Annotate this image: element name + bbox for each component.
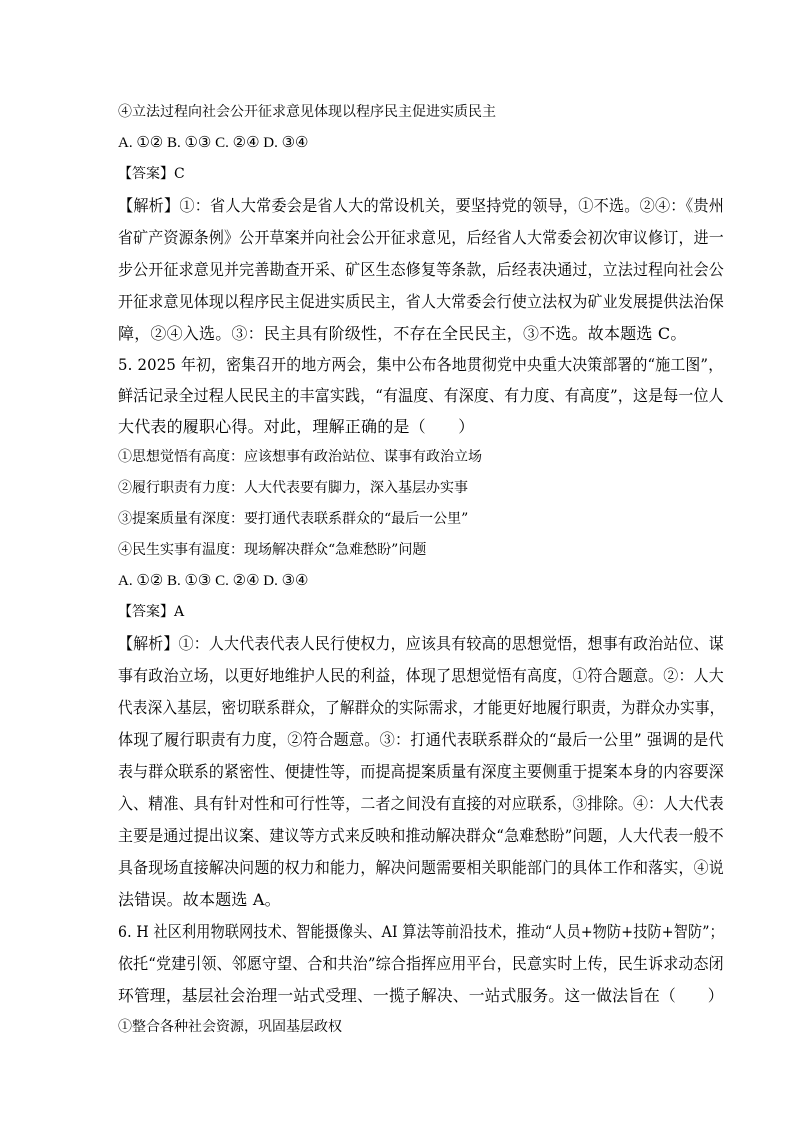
analysis-line: 体现了履行职责有力度，②符合题意。③：打通代表联系群众的“最后一公里” 强调的是代 bbox=[118, 730, 724, 749]
analysis-line: 主要是通过提出议案、建议等方式来反映和推动解决群众“急难愁盼”问题，人大代表一般不 bbox=[118, 826, 724, 845]
option-line: ④民生实事有温度：现场解决群众“急难愁盼”问题 bbox=[118, 542, 427, 558]
analysis-line: 【解析】①：人大代表代表人民行使权力，应该具有较高的思想觉悟，想事有政治站位、谋 bbox=[118, 634, 724, 653]
question-5-stem: 5. 2025 年初，密集召开的地方两会，集中公布各地贯彻党中央重大决策部署的“施工图”， bbox=[118, 355, 724, 374]
question-5-stem: 鲜活记录全过程人民民主的丰富实践，“有温度、有深度、有力度、有高度”，这是每一位人 bbox=[118, 386, 724, 405]
answer-label: 【答案】C bbox=[118, 166, 185, 182]
option-line: ①整合各种社会资源，巩固基层政权 bbox=[118, 1019, 342, 1035]
question-6-stem: 依托“党建引领、邻愿守望、合和共治”综合指挥应用平台，民意实时上传，民生诉求动态闭 bbox=[118, 954, 724, 973]
question-6-stem: 环管理，基层社会治理一站式受理、一揽子解决、一站式服务。这一做法旨在（ ） bbox=[118, 986, 724, 1005]
analysis-line: 事有政治立场，以更好地维护人民的利益，体现了思想觉悟有高度，①符合题意。②：人大 bbox=[118, 666, 724, 685]
analysis-line: 表与群众联系的紧密性、便捷性等，而提高提案质量有深度主要侧重于提案本身的内容要深 bbox=[118, 762, 724, 781]
analysis-line: 【解析】①：省人大常委会是省人大的常设机关，要坚持党的领导，①不选。②④：《贵州 bbox=[118, 196, 725, 215]
analysis-line: 代表深入基层，密切联系群众，了解群众的实际需求，才能更好地履行职责，为群众办实事， bbox=[118, 698, 725, 717]
question-5-stem: 大代表的履职心得。对此，理解正确的是（ ） bbox=[118, 417, 475, 436]
analysis-line: 法错误。故本题选 A。 bbox=[118, 890, 281, 909]
answer-choices: A. ①② B. ①③ C. ②④ D. ③④ bbox=[118, 573, 309, 589]
analysis-line: 步公开征求意见并完善勘查开采、矿区生态修复等条款，后经表决通过，立法过程向社会公 bbox=[118, 260, 724, 279]
analysis-line: 开征求意见体现以程序民主促进实质民主，省人大常委会行使立法权为矿业发展提供法治保 bbox=[118, 292, 724, 311]
analysis-line: 入、精准、具有针对性和可行性等，二者之间没有直接的对应联系，③排除。④：人大代表 bbox=[118, 794, 724, 813]
answer-choices: A. ①② B. ①③ C. ②④ D. ③④ bbox=[118, 135, 309, 151]
option-line: ②履行职责有力度：人大代表要有脚力，深入基层办实事 bbox=[118, 480, 468, 496]
analysis-line: 具备现场直接解决问题的权力和能力，解决问题需要相关职能部门的具体工作和落实，④说 bbox=[118, 858, 724, 877]
option-4-line: ④立法过程向社会公开征求意见体现以程序民主促进实质民主 bbox=[118, 104, 496, 120]
answer-label: 【答案】A bbox=[118, 604, 185, 620]
analysis-line: 障，②④入选。③：民主具有阶级性，不存在全民民主，③不选。故本题选 C。 bbox=[118, 324, 687, 343]
question-6-stem: 6. H 社区利用物联网技术、智能摄像头、AI 算法等前沿技术，推动“人员+物防+技防+智防”； bbox=[118, 922, 724, 941]
option-line: ③提案质量有深度：要打通代表联系群众的“最后一公里” bbox=[118, 511, 469, 527]
analysis-line: 省矿产资源条例》公开草案并向社会公开征求意见，后经省人大常委会初次审议修订，进一 bbox=[118, 228, 724, 247]
option-line: ①思想觉悟有高度：应该想事有政治站位、谋事有政治立场 bbox=[118, 449, 482, 465]
